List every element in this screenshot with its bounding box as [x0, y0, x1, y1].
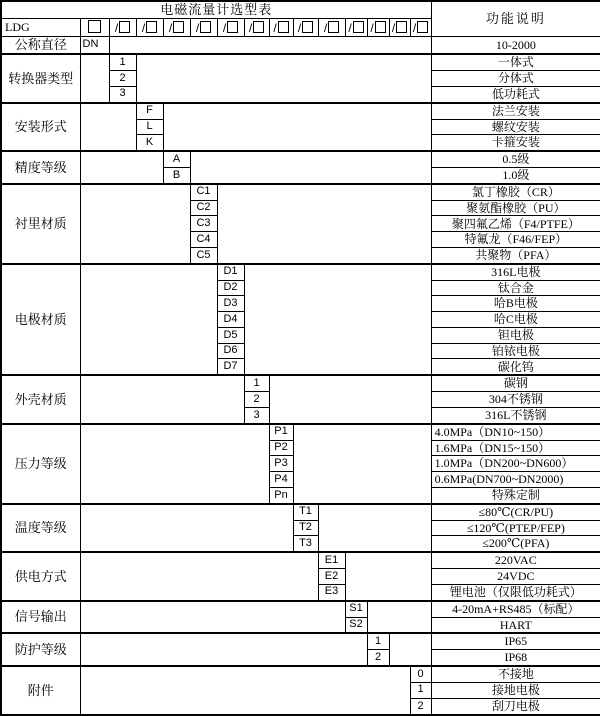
option-row — [1, 375, 600, 391]
option-desc: 0.6MPa(DN700~DN2000) — [431, 472, 600, 488]
option-code: P4 — [269, 472, 293, 488]
option-desc: 碳化钨 — [431, 359, 600, 375]
model-digit-slot — [367, 19, 389, 37]
option-code: T1 — [293, 504, 318, 520]
empty-region — [80, 633, 367, 666]
option-code: K — [136, 135, 163, 151]
option-desc: 接地电极 — [431, 682, 600, 698]
model-digit-slot — [244, 19, 269, 37]
option-code: P3 — [269, 456, 293, 472]
option-desc: 特氟龙（F46/FEP） — [431, 232, 600, 248]
option-row — [1, 504, 600, 520]
empty-region — [80, 552, 318, 600]
option-code: P2 — [269, 440, 293, 456]
option-desc: 刮刀电极 — [431, 698, 600, 715]
option-code: D1 — [217, 264, 244, 280]
option-desc: ≤200℃(PFA) — [431, 536, 600, 552]
option-desc: 锂电池（仅限低功耗式） — [431, 584, 600, 600]
option-desc: 铂铱电极 — [431, 343, 600, 359]
option-code: DN — [80, 37, 109, 55]
option-desc: 低功耗式 — [431, 86, 600, 102]
option-desc: ≤80℃(CR/PU) — [431, 504, 600, 520]
empty-region — [80, 424, 269, 504]
option-desc: IP65 — [431, 633, 600, 649]
option-desc: 钽电极 — [431, 327, 600, 343]
slash-separator: / — [168, 20, 173, 35]
checkbox-icon — [253, 21, 264, 33]
option-desc: 分体式 — [431, 71, 600, 87]
option-desc: 4-20mA+RS485（标配） — [431, 601, 600, 617]
option-desc: IP68 — [431, 650, 600, 666]
option-code: B — [163, 167, 190, 183]
section-label: 温度等级 — [1, 504, 80, 552]
option-code: D7 — [217, 359, 244, 375]
model-digit-slot — [163, 19, 190, 37]
option-desc: 316L不锈钢 — [431, 407, 600, 423]
slash-separator: / — [412, 20, 417, 35]
option-desc: 1.0MPa（DN200~DN600） — [431, 456, 600, 472]
base-code-box — [80, 19, 109, 37]
section-label: 精度等级 — [1, 151, 80, 184]
empty-region — [109, 37, 431, 55]
option-row — [1, 424, 600, 440]
empty-region — [80, 601, 345, 634]
model-digit-slot — [345, 19, 367, 37]
option-code: C4 — [190, 232, 217, 248]
option-row — [1, 184, 600, 200]
checkbox-icon — [88, 20, 101, 33]
option-row — [1, 552, 600, 568]
empty-region — [80, 264, 217, 376]
checkbox-icon — [375, 21, 386, 33]
title-row — [1, 1, 600, 19]
empty-region — [80, 666, 410, 715]
empty-region — [217, 184, 431, 264]
option-code: 2 — [244, 392, 269, 408]
option-desc: 卡箍安装 — [431, 135, 600, 151]
option-code: D2 — [217, 280, 244, 296]
function-column-header: 功能说明 — [431, 1, 600, 37]
section-label: 衬里材质 — [1, 184, 80, 264]
empty-region — [80, 375, 244, 423]
empty-region — [318, 504, 431, 552]
empty-region — [80, 504, 293, 552]
option-desc: 24VDC — [431, 569, 600, 585]
section-label: 信号输出 — [1, 601, 80, 634]
empty-region — [367, 601, 431, 634]
checkbox-icon — [328, 21, 339, 33]
slash-separator: / — [195, 20, 200, 35]
slash-separator: / — [370, 20, 374, 35]
model-prefix: LDG — [1, 19, 80, 37]
option-desc: 不接地 — [431, 666, 600, 682]
option-code: F — [136, 103, 163, 119]
model-digit-slot — [217, 19, 244, 37]
option-row — [1, 151, 600, 167]
section-label: 供电方式 — [1, 552, 80, 600]
option-row — [1, 54, 600, 70]
option-desc: 螺纹安装 — [431, 119, 600, 135]
empty-region — [80, 184, 190, 264]
option-desc: 1.6MPa（DN15~150） — [431, 440, 600, 456]
model-digit-slot — [318, 19, 345, 37]
checkbox-icon — [119, 21, 130, 33]
option-code: A — [163, 151, 190, 167]
empty-region — [293, 424, 431, 504]
empty-region — [136, 54, 431, 102]
option-desc: ≤120℃(PTEP/FEP) — [431, 520, 600, 536]
checkbox-icon — [396, 21, 407, 33]
slash-separator: / — [323, 20, 328, 35]
option-code: D5 — [217, 327, 244, 343]
option-desc: 一体式 — [431, 54, 600, 70]
model-digit-slot — [269, 19, 293, 37]
empty-region — [244, 264, 431, 376]
model-digit-slot — [136, 19, 163, 37]
checkbox-icon — [278, 21, 289, 33]
empty-region — [269, 375, 431, 423]
option-desc: 共聚物（PFA） — [431, 247, 600, 263]
option-desc: 哈B电极 — [431, 296, 600, 312]
section-label: 附件 — [1, 666, 80, 715]
option-desc: 304不锈钢 — [431, 392, 600, 408]
option-desc: 10-2000 — [431, 37, 600, 55]
section-label: 公称直径 — [1, 37, 80, 55]
empty-region — [190, 151, 431, 184]
empty-region — [345, 552, 431, 600]
model-digit-slot — [190, 19, 217, 37]
slash-separator: / — [141, 20, 146, 35]
option-code: 1 — [410, 682, 431, 698]
checkbox-icon — [200, 21, 211, 33]
checkbox-icon — [353, 21, 364, 33]
option-code: D6 — [217, 343, 244, 359]
slash-separator: / — [222, 20, 227, 35]
option-code: C3 — [190, 216, 217, 232]
option-code: 2 — [367, 650, 389, 666]
option-code: E1 — [318, 552, 345, 568]
option-code: C1 — [190, 184, 217, 200]
option-code: 1 — [109, 54, 136, 70]
section-label: 压力等级 — [1, 424, 80, 504]
empty-region — [163, 103, 431, 151]
section-label: 转换器类型 — [1, 54, 80, 102]
model-digit-slot — [389, 19, 410, 37]
empty-region — [80, 54, 109, 102]
option-code: S2 — [345, 617, 367, 633]
checkbox-icon — [173, 21, 184, 33]
option-code: 3 — [109, 86, 136, 102]
table-title: 电磁流量计选型表 — [1, 1, 431, 19]
option-row — [1, 633, 600, 649]
option-code: D4 — [217, 312, 244, 328]
option-desc: 316L电极 — [431, 264, 600, 280]
section-label: 防护等级 — [1, 633, 80, 666]
section-label: 安装形式 — [1, 103, 80, 151]
option-desc: 4.0MPa（DN10~150） — [431, 424, 600, 440]
option-desc: 聚氨酯橡胶（PU） — [431, 200, 600, 216]
checkbox-icon — [146, 21, 157, 33]
option-code: 0 — [410, 666, 431, 682]
option-code: C2 — [190, 200, 217, 216]
option-code: 1 — [367, 633, 389, 649]
empty-region — [80, 103, 136, 151]
option-code: E3 — [318, 584, 345, 600]
option-row — [1, 103, 600, 119]
option-desc: 氯丁橡胶（CR） — [431, 184, 600, 200]
option-desc: 钛合金 — [431, 280, 600, 296]
option-desc: 碳钢 — [431, 375, 600, 391]
option-code: 2 — [410, 698, 431, 715]
option-code: Pn — [269, 487, 293, 503]
option-code: L — [136, 119, 163, 135]
option-code: 2 — [109, 71, 136, 87]
option-desc: 特殊定制 — [431, 487, 600, 503]
option-row — [1, 264, 600, 280]
slash-separator: / — [273, 20, 277, 35]
slash-separator: / — [391, 20, 396, 35]
empty-region — [389, 633, 431, 666]
option-desc: 1.0级 — [431, 167, 600, 183]
model-digit-slot — [293, 19, 318, 37]
option-desc: 220VAC — [431, 552, 600, 568]
section-label: 外壳材质 — [1, 375, 80, 423]
slash-separator: / — [114, 20, 119, 35]
option-row — [1, 601, 600, 617]
option-code: S1 — [345, 601, 367, 617]
checkbox-icon — [227, 21, 238, 33]
option-row — [1, 666, 600, 682]
slash-separator: / — [248, 20, 253, 35]
option-desc: 聚四氟乙烯（F4/PTFE） — [431, 216, 600, 232]
option-code: T2 — [293, 520, 318, 536]
option-code: D3 — [217, 296, 244, 312]
model-digit-slot — [109, 19, 136, 37]
section-label: 电极材质 — [1, 264, 80, 376]
option-code: C5 — [190, 247, 217, 263]
option-code: T3 — [293, 536, 318, 552]
checkbox-icon — [302, 21, 313, 33]
checkbox-icon — [417, 21, 428, 33]
slash-separator: / — [348, 20, 352, 35]
option-code: P1 — [269, 424, 293, 440]
option-code: E2 — [318, 569, 345, 585]
option-desc: 法兰安装 — [431, 103, 600, 119]
slash-separator: / — [297, 20, 302, 35]
option-code: 3 — [244, 407, 269, 423]
option-desc: HART — [431, 617, 600, 633]
empty-region — [80, 151, 163, 184]
dn-row — [1, 37, 600, 55]
option-desc: 哈C电极 — [431, 312, 600, 328]
option-desc: 0.5级 — [431, 151, 600, 167]
model-digit-slot — [410, 19, 431, 37]
option-code: 1 — [244, 375, 269, 391]
